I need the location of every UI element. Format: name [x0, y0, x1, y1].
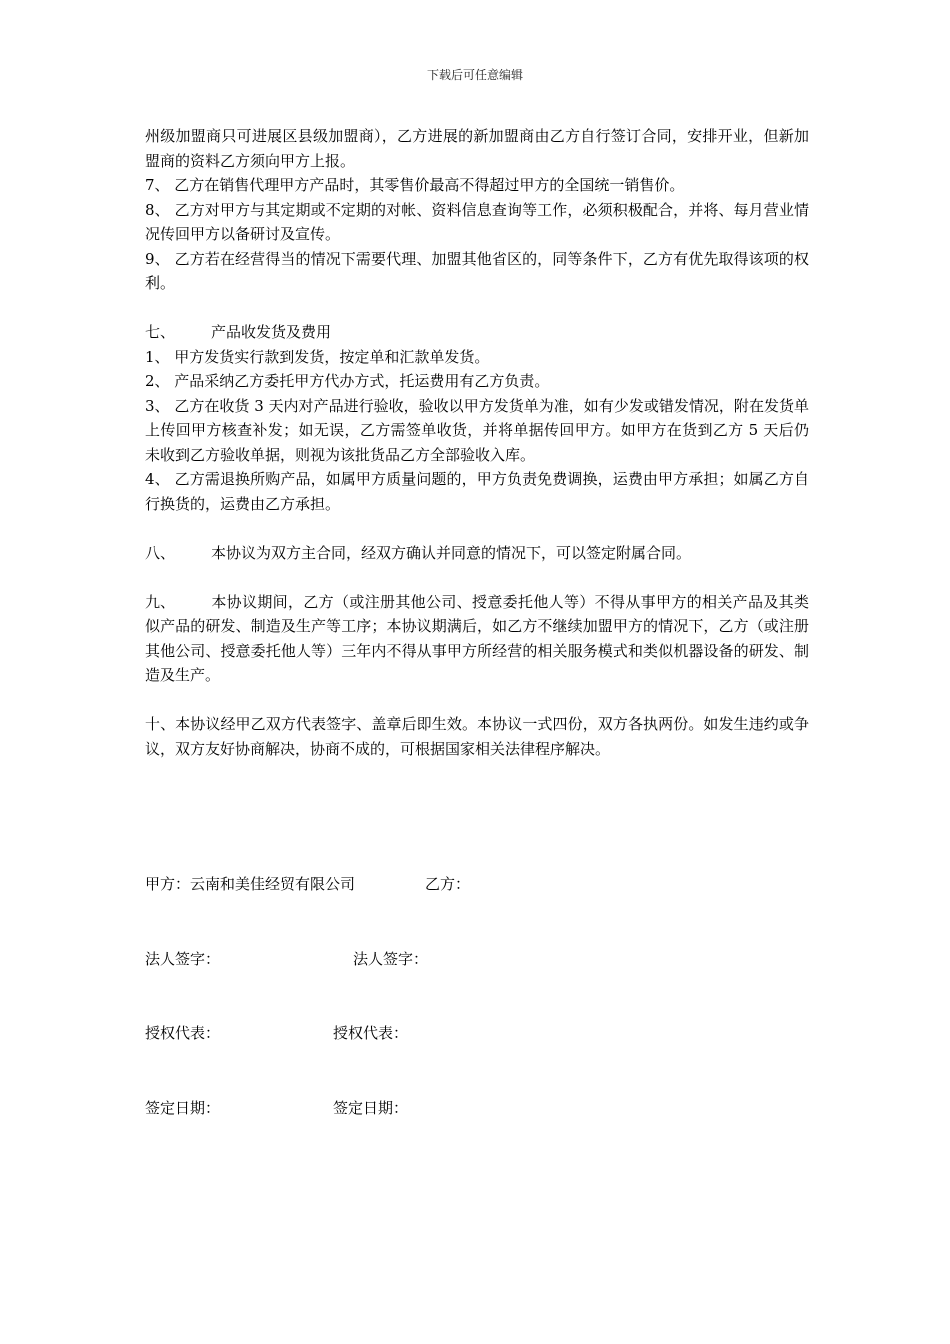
section-8	[145, 541, 809, 566]
legal-sign-b-label: 法人签字：	[353, 950, 429, 968]
legal-signature-row	[145, 947, 429, 971]
section-7-item-2: 2、 产品采纳乙方委托甲方代办方式，托运费用有乙方负责。	[145, 372, 550, 390]
clause-item-8: 8、 乙方对甲方与其定期或不定期的对帐、资料信息查询等工作，必须积极配合，并将、每月营业情况传回甲方以备研讨及宣传。	[145, 200, 809, 243]
party-a-label: 甲方：云南和美佳经贸有限公司	[145, 875, 356, 893]
section-7-number: 七、	[145, 323, 176, 341]
spacer	[145, 565, 809, 590]
legal-sign-a-label: 法人签字：	[145, 950, 221, 968]
section-9	[145, 590, 809, 688]
spacer	[145, 516, 809, 541]
authorized-rep-row	[145, 1021, 409, 1045]
section-7-item-4: 4、 乙方需退换所购产品，如属甲方质量问题的，甲方负责免费调换，运费由甲方承担；如属乙方自行换货的，运费由乙方承担。	[145, 470, 809, 513]
clause-item-7: 7、 乙方在销售代理甲方产品时，其零售价最高不得超过甲方的全国统一销售价。	[145, 176, 685, 194]
auth-rep-b-label: 授权代表：	[333, 1024, 409, 1042]
section-8-number: 八、	[145, 543, 176, 562]
section-7-item-1: 1、 甲方发货实行款到发货，按定单和汇款单发货。	[145, 347, 490, 366]
spacer	[145, 688, 809, 713]
section-10: 十、本协议经甲乙双方代表签字、盖章后即生效。本协议一式四份，双方各执两份。如发生违约或争议，双方友好协商解决，协商不成的，可根据国家相关法律程序解决。	[145, 715, 809, 758]
contract-body	[145, 124, 809, 761]
signature-parties-row	[145, 872, 471, 896]
section-9-number: 九、	[145, 592, 176, 611]
date-a-label: 签定日期：	[145, 1099, 221, 1117]
clause-item-9: 9、 乙方若在经营得当的情况下需要代理、加盟其他省区的，同等条件下，乙方有优先取得该项的权利。	[145, 249, 809, 292]
section-9-text: 本协议期间，乙方（或注册其他公司、授意委托他人等）不得从事甲方的相关产品及其类似产品的研发、制造及生产等工序；本协议期满后，如乙方不继续加盟甲方的情况下，乙方（或注册其他公司、授意委托他人等）三年内不得从事甲方所经营的相关服务模式和类似机器设备的研发、制造及生产。	[145, 592, 809, 684]
paragraph-continued: 州级加盟商只可进展区县级加盟商），乙方进展的新加盟商由乙方自行签订合同，安排开业，但新加盟商的资料乙方须向甲方上报。	[145, 127, 809, 170]
section-7-title: 产品收发货及费用	[211, 323, 332, 341]
section-7-heading	[145, 320, 809, 345]
spacer	[145, 296, 809, 321]
section-7-item-3: 3、 乙方在收货 3 天内对产品进行验收，验收以甲方发货单为准，如有少发或错发情况，附在发货单上传回甲方核查补发；如无误，乙方需签单收货，并将单据传回甲方。如甲方在货到乙方 5 天后仍未收到乙方验收单据，则视为该批货品乙方全部验收入库。	[145, 396, 809, 464]
section-8-text: 本协议为双方主合同，经双方确认并同意的情况下，可以签定附属合同。	[211, 543, 692, 562]
auth-rep-a-label: 授权代表：	[145, 1024, 221, 1042]
sign-date-row	[145, 1096, 409, 1120]
page-header-note: 下载后可任意编辑	[426, 68, 523, 82]
date-b-label: 签定日期：	[333, 1099, 409, 1117]
party-b-label: 乙方：	[425, 875, 471, 893]
